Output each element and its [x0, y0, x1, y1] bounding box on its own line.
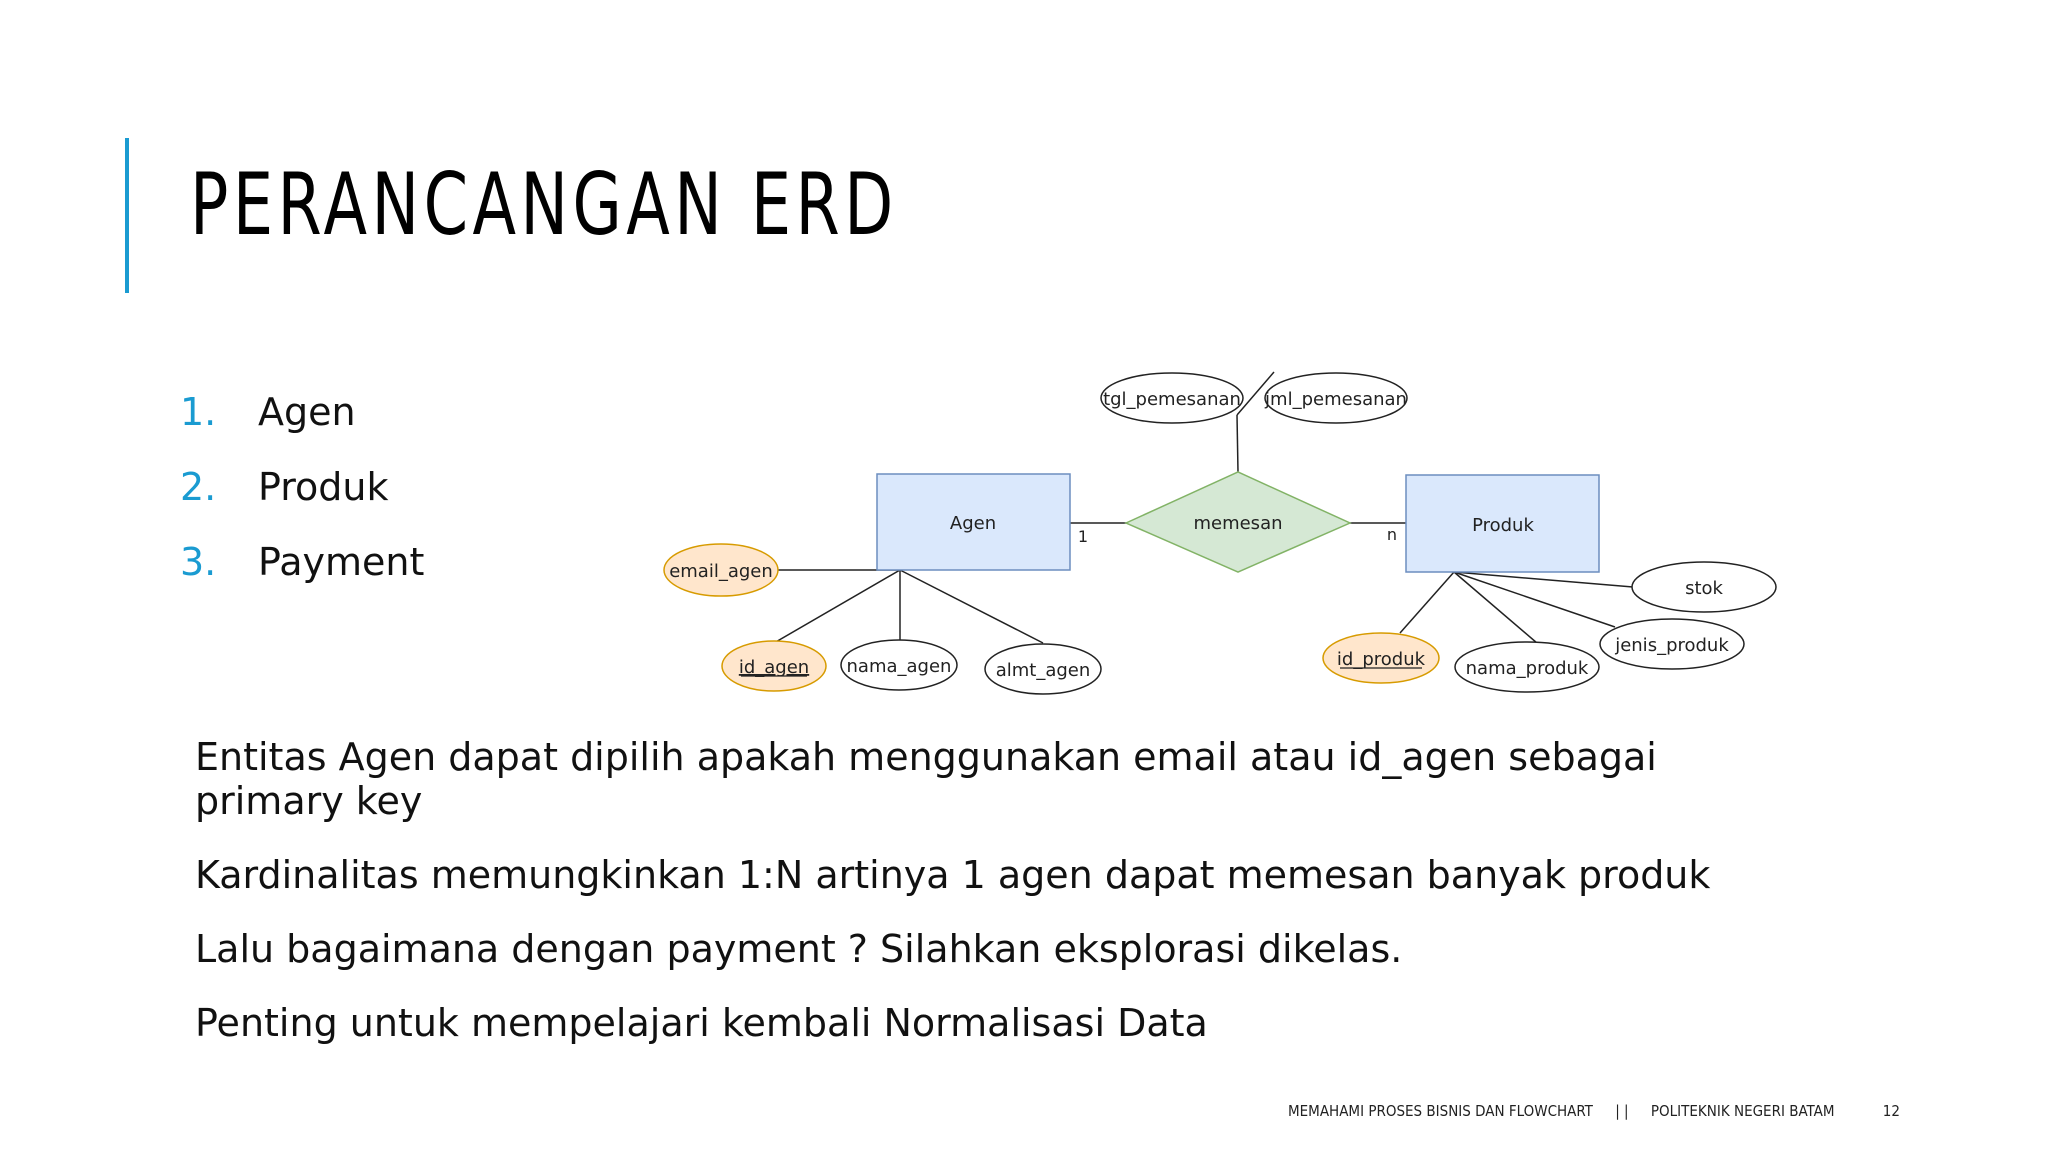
connector-line — [1454, 572, 1633, 587]
list-item — [180, 460, 424, 535]
slide-footer — [1288, 1102, 1900, 1120]
attribute-nama-produk — [1455, 642, 1599, 692]
footer-separator: | | — [1615, 1102, 1629, 1120]
attribute-nama-agen — [841, 640, 957, 690]
connector-line — [900, 570, 1043, 643]
note-paragraph: Entitas Agen dapat dipilih apakah menggunakan email atau id_agen sebagai primary key — [195, 735, 1657, 823]
note-paragraph: Penting untuk mempelajari kembali Normalisasi Data — [195, 1001, 1208, 1045]
list-item — [180, 385, 424, 460]
connector-line — [1400, 572, 1454, 633]
attribute-label: jenis_produk — [1615, 635, 1729, 656]
page-number: 12 — [1882, 1102, 1900, 1120]
attribute-id-agen — [722, 641, 826, 691]
cardinality-label: n — [1386, 525, 1398, 544]
attribute-id-produk — [1323, 633, 1439, 683]
attribute-almt-agen — [985, 644, 1101, 694]
entity-label: Produk — [1472, 515, 1534, 536]
list-number: 1. — [180, 390, 217, 434]
list-item — [180, 535, 424, 610]
connector-line — [1454, 572, 1615, 627]
attribute-label: tgl_pemesanan — [1103, 389, 1241, 410]
note-paragraph: Lalu bagaimana dengan payment ? Silahkan eksplorasi dikelas. — [195, 927, 1403, 971]
attribute-stok — [1632, 562, 1776, 612]
relationship-attribute — [1101, 373, 1243, 423]
list-label: Produk — [258, 465, 389, 509]
attribute-label: id_agen — [738, 657, 810, 678]
slide-title: PERANCANGAN ERD — [190, 155, 898, 255]
attribute-label: jml_pemesanan — [1265, 389, 1407, 410]
footer-institution: POLITEKNIK NEGERI BATAM — [1650, 1102, 1835, 1120]
attribute-label: id_produk — [1336, 649, 1426, 670]
entity-agen — [877, 474, 1070, 570]
connector-line — [1454, 572, 1537, 643]
relationship-memesan — [1126, 472, 1350, 572]
footer-course: MEMAHAMI PROSES BISNIS DAN FLOWCHART — [1288, 1102, 1593, 1120]
cardinality-label: 1 — [1077, 527, 1089, 546]
attribute-email-agen — [664, 544, 778, 596]
attribute-label: nama_produk — [1465, 658, 1589, 679]
attribute-label: email_agen — [669, 561, 773, 582]
list-number: 3. — [180, 540, 217, 584]
connector-line — [1237, 415, 1238, 472]
relationship-label: memesan — [1193, 513, 1283, 534]
attribute-label: nama_agen — [846, 656, 952, 677]
attribute-label: almt_agen — [995, 660, 1091, 681]
list-label: Payment — [258, 540, 425, 584]
entity-produk — [1406, 475, 1599, 572]
title-accent-bar — [125, 138, 129, 293]
list-number: 2. — [180, 465, 217, 509]
slide-notes — [195, 735, 1755, 1075]
note-paragraph: Kardinalitas memungkinkan 1:N artinya 1 agen dapat memesan banyak produk — [195, 853, 1711, 897]
entity-label: Agen — [949, 513, 997, 534]
connector-line — [774, 570, 900, 643]
attribute-label: stok — [1685, 578, 1723, 599]
list-label: Agen — [258, 390, 356, 434]
erd-diagram — [650, 360, 1790, 710]
relationship-attribute — [1264, 373, 1407, 423]
attribute-jenis-produk — [1600, 619, 1744, 669]
entity-list — [180, 385, 424, 610]
